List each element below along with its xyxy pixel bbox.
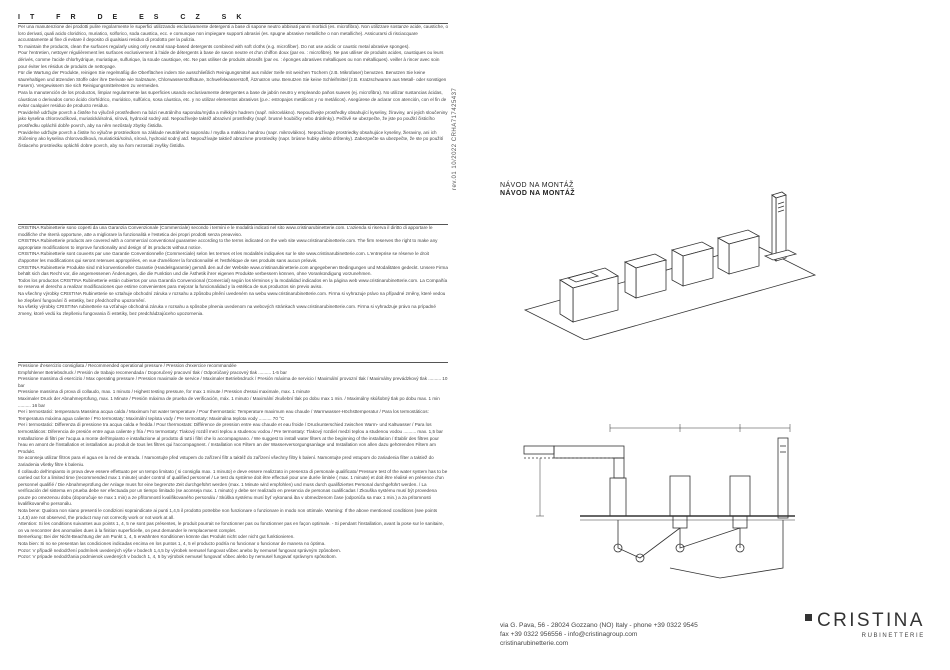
spec-line: Pozor: V prípade nedodržania podmienok uvedených v bodoch 1, 4, 5 by výrobok nemusel fungovať vôbec alebo by nemusel fungovať správnym spôsobom.	[18, 554, 337, 560]
title-line-2: NÁVOD NA MONTÁŽ	[500, 190, 575, 197]
spec-line: Bemerkung: Bei der Nicht-Beachtung der am Punkt 1, 4, 5 erwähnten Konditionen könnte das Produkt nicht oder nicht gut funktionieren.	[18, 534, 295, 540]
spec-line: Se aconseja utilizar filtros para el agua en la red de entrada. / Namontujte před vstupem do zařízení filtr a taktéž do zařízení všechny filtry k balení. Namontujte pred vstupom do zariadenia filter a taktiež do zariadenia všetky filtre k baleniu.	[18, 455, 434, 467]
spec-line: Pressione massima di prova di collaudo, max. 1 minuto / Highest testing pressure, for max 1 minute / Pression d'essai maximale, max. 1 minute	[18, 389, 310, 395]
company-address: via G. Pava, 56 - 28024 Gozzano (NO) Italy - phone +39 0322 9545	[500, 622, 698, 629]
spec-line: Installazione di filtri per l'acqua a monte dell'impianto e installazione al prodotto di tutti i filtri che lo accompagnano. / We suggest to install water filters at the beginning of the installation / Établir des filtres pour l'eau en amont de l'installation et installation au produit de tous les filtres qui l'accompagnent. / Installation von Filtern an der Wasserversorgungsanlage und Installation von allen dazu gehörenden Filtern am Produkt.	[18, 435, 439, 454]
warranty-de: CRISTINA Rubinetterie Produkte sind mit konventioneller Garantie (Handelsgarantie) gemäß den auf der Website www.cristinarubinetterie.com angegebenen Bedingungen und Modalitäten gedeckt. Unsere Firma behält sich das Recht vor, die angemessenen Änderungen, die die Funktion und die Ästhetik ihrer eigenen Produkte verbessern können, ohne Vorankündigung vorzunehmen.	[18, 264, 448, 277]
warranty-en: CRISTINA Rubinetterie products are covered with a commercial conventional guarantee according to the terms indicated on the web site www.cristinarubinetterie.com. The firm reserves the right to make any appropriate modifications to improve functionality and design of its products without notice.	[18, 238, 438, 250]
warranty-sk: Na všetky výrobky CRISTINA rubinetterie sa vzťahuje obchodná záruka v rozsahu a spôsobe plnenia uvedenom na webových stránkach www.cristinarubinetterie.com. Firma si vyhradzuje právo na prípadné zmeny, ktoré vedú ku zlepšeniu fungovania či estetiky, bez predchádzajúceho upozornenia.	[18, 304, 436, 316]
maintenance-section	[18, 14, 448, 199]
warranty-it: CRISTINA Rubinetterie sono coperti da una Garanzia Convenzionale (Commerciale) secondo i termini e le modalità indicati nel sito www.cristinarubinetterie.com. L'azienda si riserva il diritto di apportare le modifiche che riterrà opportune, atte a migliorare la funzionalità e l'estetica dei propri prodotti senza preavviso.	[18, 225, 433, 237]
brand-logo	[805, 610, 925, 639]
warranty-section	[18, 224, 448, 374]
maintenance-sk: Pravidelne udržujte povrch a čistite ho výlučne prostriedkom na základe neutrálneho saponátu / mydla a mäkkou handrou (napr. mikrovlákno). Nepoužívajte prostriedky obsahujúce kyseliny, žieraviny, ani ich zlúčeniny ako kyselina chlorovodíková, muriatická/solná, sírová, hydroxid sodný atď. Nepoužívajte taktiež abrazívne prostriedky (napr. brúsne hubky alebo drôtenky). Zabezpečte sa ubezpečte, že ste po použití čistiaceho prostriedku opláchli dobre povrch, aby na ňom nezostali zvyšky čistidla.	[18, 129, 444, 148]
spec-line: Attention: Si les conditions suivantes aux points 1, 4, 5 ne sont pas présentes, le produit pourrait ne fonctionner pas ou fonctionner pas en façon optimale. - Si pendant l'installation, avant la pose sur le sanitaire, on va rencontrer des anomalies dues à la finition superficielle, on peut demander le remplacement complet.	[18, 521, 444, 533]
spec-line: Pressione massima di esercizio / Max operating pressure / Pression maximale de service / Maximaler Betriebsdruck / Presión máxima de servicio / Maximální provozní tlak / Maximálny prevádzkový tlak .......... 10 bar	[18, 376, 448, 388]
logo-name: CRISTINA	[817, 610, 925, 631]
maintenance-en: To maintain the products, clean the surfaces regularly using only neutral soap-based detergents combined with soft cloths (e.g. microfiber). Do not use acidic or caustic metal abrasive sponges).	[18, 43, 410, 49]
spec-line: Per i termostatici: Differenza di pressione tra acqua calda e fredda / Pour thermostats: Différence de pression entre eau chaude et eau froide / Druckunterschied zwischen Warm- und Kaltwasser / Para los termostáticos: Diferencia de presión entre agua caliente y fría / Pro termostaty: Tlakový rozdíl mezi teplou a studenou vodou / Pre termostaty: Tlakový rozdiel medzi teplou a studenou vodou .......... max. 1,5 bar	[18, 422, 443, 434]
company-fax-email: fax +39 0322 956556 - info@cristinagroup.com	[500, 631, 638, 638]
logo-subtitle: RUBINETTERIE	[861, 633, 925, 639]
maintenance-fr: Pour l'entretien, nettoyer régulièrement les surfaces exclusivement à l'aide de détergents à base de savon neutre et d'un chiffon doux (par ex. : microfibre). Ne pas utiliser de produits acides, caustiques ou leurs dérivés, comme l'acide chlorhydrique, muriatique, sulfurique, la soude caustique, etc. Ne pas utiliser de produits abrasifs (par ex. : éponges abrasives métalliques ou non métalliques). veiller à rincer avec soin pour éviter les résidus de produits de nettoyage.	[18, 50, 444, 69]
spec-line: Per i termostatici: temperatura Massima acqua calda / Maximum hot water temperature / Pour thermostatic: Temperature maximum eau chaude / Warmwasser-Höchsttemperatur / Para los termostáticos: Temperatura máxima agua caliente / Pro termostaty: Maximální teplota vody / Pre termostaty: Maximálna teplota vody .......... 70 °C	[18, 409, 429, 421]
spec-line: Maximaler Druck der Abnahmeprüfung, max. 1 Minute / Presión máxima de prueba de verificación, máx. 1 minuto / Maximální zkušební tlak po dobu max 1 min. / Maximálny skúšobný tlak po dobu max. 1 min .......... 16 bar	[18, 395, 440, 408]
spec-line: Pozor: V případě nedodržení podmínek uvedených výše v bodech 1,4,5 by výrobek nemusel fungovat vůbec anebo by nemusel fungovat správným způsobem.	[18, 547, 342, 553]
warranty-fr: CRISTINA Rubinetterie sont couverts par une Garantie Conventionnelle (Commerciale) selon les termes et les modalités indiquées sur le site www.cristinarubinetterie.com. L'entreprise se réserve le droit d'apporter les modifications qui seront retenues appropriées, en vue d'améliorer la fonctionnalité et l'esthétique de ses produits sans aucun préavis.	[18, 251, 429, 263]
maintenance-de: Für die Wartung der Produkte, reinigen Sie regelmäßig die Oberflächen indem Sie ausschließlich Reinigungsmittel aus milder Seife mit weichen Tüchern (z.B. Mikrofaser) benutzen. Benutzen Sie keine säurehaltigen und ätzenden Stoffe oder ihre Derivate wie Salzsäure, Chlorwasserstoffsäure, Schwefelwasserstoff, Ätznatron usw. Benutzen Sie keine Schleifmittel (z.B. Kratzschwamm aus Metall- oder sonstigen Fasern). Vergewissern Sie sich Reinigungsmittelresten zu vermeiden.	[18, 70, 447, 89]
product-drawing-isometric	[520, 190, 820, 340]
logo-square-icon	[805, 614, 812, 621]
warranty-cz: Na všechny výrobky CRISTINA Rubinetterie se vztahuje obchodní záruka v rozsahu a způsobu plnění uvedeném na webu www.cristinarubinetterie.com. Firma si vyhrazuje právo na případné změny, které vedou ke zlepšení fungování či estetiky, bez předchozího upozornění.	[18, 290, 446, 303]
spec-line: Nota bien: Si no se presentan las condiciones indicadas encima en los puntos 1, 4, 5 el producto podría no funcionar o funcionar de manera no óptima.	[18, 541, 326, 547]
spec-line: Il collaudo dell'impianto in prova deve essere effettuato per un tempo limitato ( si consiglia max. 1 minuto) e deve essere realizzato in presenza di personale qualificato/ Pressure test of the water system has to be carried out for a limited time (recommended max 1 minute) under control of qualified personnel / Le test du système doit être effectué pour une durée limitée ( max. 1 minute) et doit être réalisé en présence d'un personnel qualifié / Die Abnahmeprüfung der Anlage muss für eine begrenzte Zeit durchgeführt werden (max. 1 Minute wird empfohlen) und muss durch qualifiziertes Personal durchgeführt werden. / La verificación del sistema en prueba debe ser efectuada por un tiempo limitado (se aconseja max. 1 minuto) y debe ser realizado en presencia de personas cualificadas / Zkouška systému musí být provedena pouze po omezenou dobu (doporučuje se max 1 min) a ze přítomností kvalifikovaného personálu / Skúška systému musí byť vykonaná iba v obmedzenom čase (odporúča sa max 1 min.) a za prítomnosti kvalifikovaného personálu.	[18, 468, 448, 507]
section-language-heading: IT FR DE ES CZ SK	[18, 14, 252, 21]
maintenance-es: Para la manutención de los productos, limpiar regularmente las superficies usando exclusivamente detergentes a base de jabón neutro y empleando paños suaves (ej. microfibra). No utilizar sustancias ácidas, cáusticas o derivados como ácido clorhídrico, muriático, sulfúrico, sosa cáustica, etc. y no utilizar elementos abrasivos (p.e.: estropajos metálicos y no metálicos). Asegúrese de aclarar con atención, con el fin de evitar cualquier residuo de producto residuo.	[18, 89, 447, 109]
revision-code: rev.01 10/2022 CRHA717425437	[452, 87, 458, 190]
spec-line: Pressione d'esercizio consigliata / Recommended operational pressure / Pression d'exercice recommandée	[18, 363, 237, 368]
warranty-es: Todos los productos CRISTINA Rubinetterie están cubiertos por una Garantía Convencional (Comercial) según los términos y la modalidad indicados en la página web www.cristinarubinetterie.com. La Compañía se reserva el derecho a realizar modificaciones que estime convenientes para mejorar la funcionalidad y la estética de sus productos sin previo aviso.	[18, 277, 448, 290]
maintenance-it: Per una manutenzione dei prodotti pulire regolarmente le superfici utilizzando esclusivamente detergenti a base di sapone neutro abbinati panni morbidi (es. microfibra). Non utilizzare sostanze acide, caustiche, o loro derivati, quali acido cloridrico, muriatico, solforico, soda caustica, ecc. e comunque non impiegare supporti abrasivi (es. spugne abrasive metalliche o non metalliche). Assicurarsi di risciacquare accuratamente al fine di evitare il deposito di qualsiasi residuo di prodotto per la pulizia.	[18, 24, 448, 43]
title-line-1: NÁVOD NA MONTÁŽ	[500, 182, 574, 189]
product-drawing-section	[520, 418, 800, 588]
specifications-section	[18, 362, 448, 657]
spec-line: Nota bene: Qualora non siano presenti le condizioni sopraindicate ai punti 1,4,5 il prodotto potrebbe non funzionare o funzionare in modo non ottimale. Warning: If the above mentioned conditions (see points 1,4,5) are not observed, the product may not correctly work or not work at all.	[18, 508, 438, 520]
contact-block	[500, 621, 698, 648]
spec-line: Empfohlener Betriebsdruck / Presión de trabajo recomendada / Doporučený pracovní tlak / Odporúčaný pracovný tlak .......... 1-5 bar	[18, 369, 287, 375]
maintenance-cz: Pravidelně udržujte povrch a čistěte ho výlučně prostředkem na bázi neutrálního saponátu/mýdla a měkkým hadrem (např. mikrovlákno). Nepoužívejte prostředky obsahující kyseliny, žíraviny, ani jejich sloučeniny jako kyselina chlorovodíková, muriatická/solná, sírová, hydroxid sodný atd. Nepoužívejte taktéž abrazivní prostředky (např. brusné houbičky nebo drátěnky). Pečlivě se ubezpečte, že jste po použití čisticího prostředku opláchli dobře povrch, aby na něm nezůstaly zbytky čistidla.	[18, 109, 448, 128]
company-website: cristinarubinetterie.com	[500, 640, 569, 647]
